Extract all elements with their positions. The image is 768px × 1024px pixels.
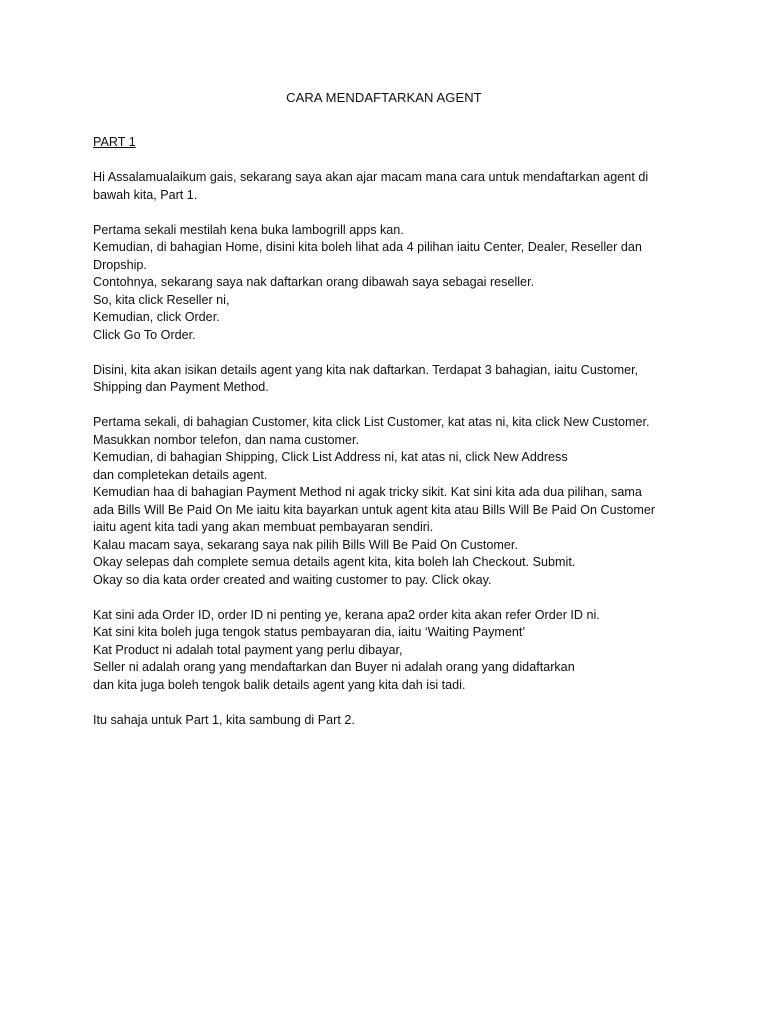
text-line: bawah kita, Part 1. [93,187,198,202]
text-line: iaitu agent kita tadi yang akan membuat pembayaran sendiri. [93,520,434,534]
document-title: CARA MENDAFTARKAN AGENT [286,90,482,105]
paragraph-intro [93,169,673,204]
text-line: Kemudian, di bahagian Shipping, Click List Address ni, kat atas ni, click New Address [93,450,568,464]
text-line: So, kita click Reseller ni, [93,292,230,307]
text-line: Dropship. [93,257,147,272]
text-line: Kemudian haa di bahagian Payment Method ni agak tricky sikit. Kat sini kita ada dua pilihan, sama [93,485,642,499]
text-line: Kalau macam saya, sekarang saya nak pilih Bills Will Be Paid On Customer. [93,537,518,552]
text-line: Okay so dia kata order created and waiting customer to pay. Click okay. [93,572,492,587]
text-line: Kemudian, click Order. [93,310,220,324]
text-line: Contohnya, sekarang saya nak daftarkan orang dibawah saya sebagai reseller. [93,275,535,289]
text-line: Kat sini ada Order ID, order ID ni penting ye, kerana apa2 order kita akan refer Order ID ni. [93,607,600,622]
text-line: dan completekan details agent. [93,467,268,482]
text-line: Click Go To Order. [93,327,196,342]
paragraph-closing [93,712,673,730]
text-line: Hi Assalamualaikum gais, sekarang saya akan ajar macam mana cara untuk mendaftarkan agent di [93,170,649,184]
text-line: Masukkan nombor telefon, dan nama customer. [93,432,360,447]
paragraph-customer [93,414,673,589]
text-line: Shipping dan Payment Method. [93,380,269,394]
paragraph-order [93,607,673,695]
text-line: Seller ni adalah orang yang mendaftarkan dan Buyer ni adalah orang yang didaftarkan [93,660,575,674]
text-line: Kat sini kita boleh juga tengok status pembayaran dia, iaitu ‘Waiting Payment’ [93,625,526,639]
text-line: Pertama sekali mestilah kena buka lambogrill apps kan. [93,222,404,237]
document-body [93,134,673,747]
text-line: Disini, kita akan isikan details agent yang kita nak daftarkan. Terdapat 3 bahagian, iaitu Customer, [93,362,639,377]
text-line: Okay selepas dah complete semua details agent kita, kita boleh lah Checkout. Submit. [93,555,576,569]
text-line: Kat Product ni adalah total payment yang perlu dibayar, [93,642,403,657]
part-heading [93,134,673,152]
text-line: Itu sahaja untuk Part 1, kita sambung di Part 2. [93,712,355,727]
paragraph-steps [93,222,673,345]
text-line: Pertama sekali, di bahagian Customer, kita click List Customer, kat atas ni, kita click New Customer. [93,415,650,429]
part-heading-text: PART 1 [93,135,136,149]
text-line: ada Bills Will Be Paid On Me iaitu kita bayarkan untuk agent kita atau Bills Will Be Paid On Customer [93,502,656,517]
text-line: dan kita juga boleh tengok balik details agent yang kita dah isi tadi. [93,677,466,692]
text-line: Kemudian, di bahagian Home, disini kita boleh lihat ada 4 pilihan iaitu Center, Dealer, Reseller dan [93,240,642,254]
paragraph-details [93,362,673,397]
